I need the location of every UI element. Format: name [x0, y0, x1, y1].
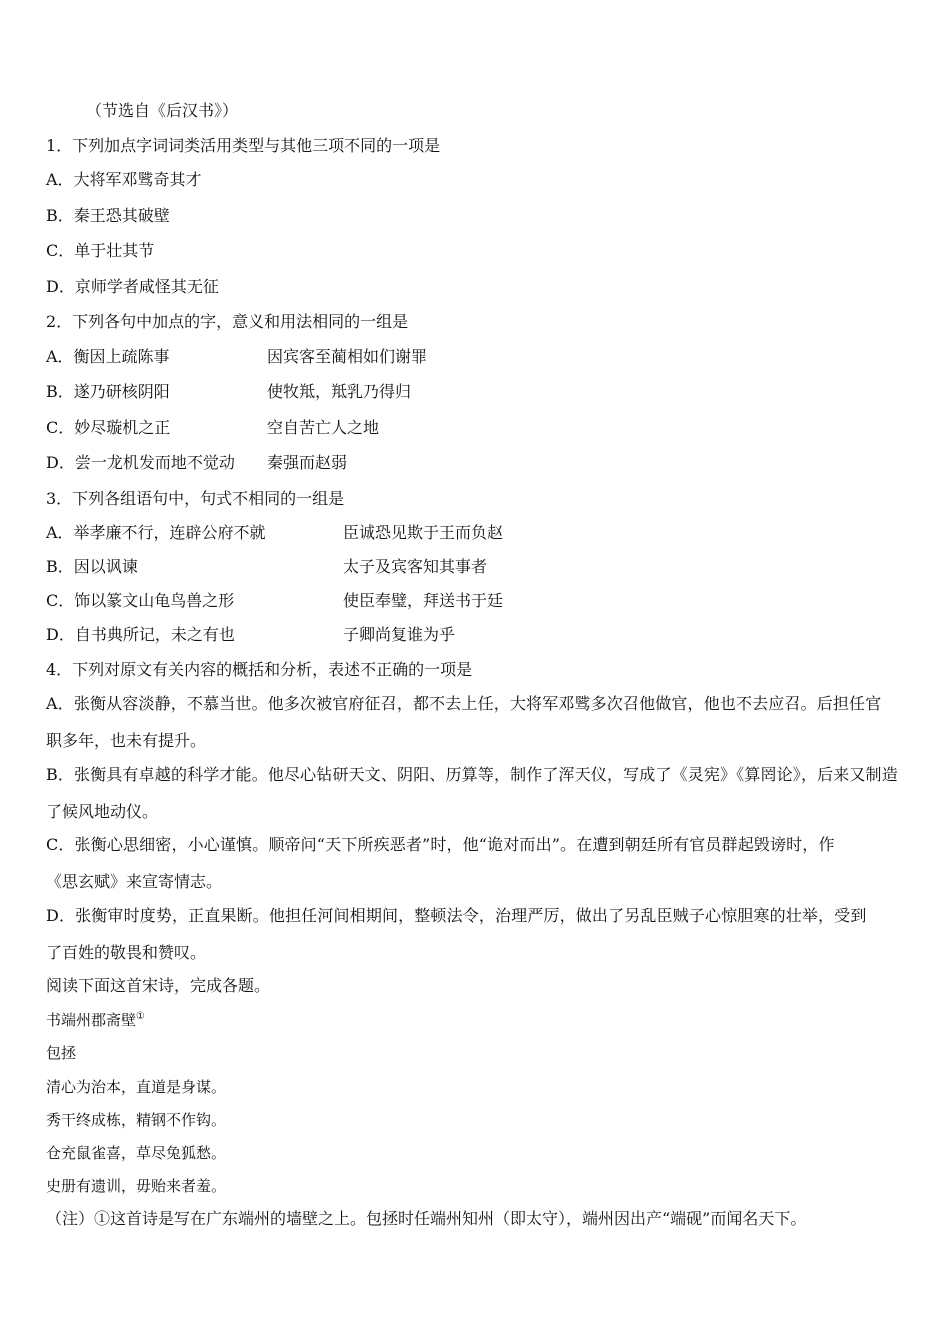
question-2-stem: 2．下列各句中加点的字，意义和用法相同的一组是: [46, 312, 409, 331]
q1-option-b: B．秦王恐其破壁: [46, 206, 170, 225]
q4-option-d-line2: 了百姓的敬畏和赞叹。: [46, 943, 207, 962]
q2-option-b-left: B．遂乃研核阴阳: [46, 382, 170, 401]
question-1-stem: 1．下列加点字词词类活用类型与其他三项不同的一项是: [46, 136, 441, 155]
q2-option-d-left: D．尝一龙机发而地不觉动: [46, 453, 235, 472]
q2-option-b-right: 使牧羝，羝乳乃得归: [267, 382, 412, 401]
q1-option-a: A．大将军邓骘奇其才: [46, 170, 202, 189]
poem-line-3: 仓充鼠雀喜，草尽兔狐愁。: [46, 1144, 227, 1162]
poem-title: [46, 1010, 145, 1030]
q3-option-b-left: B．因以讽谏: [46, 557, 138, 576]
q3-option-b-right: 太子及宾客知其事者: [343, 557, 488, 576]
q3-option-d-left: D．自书典所记，未之有也: [46, 625, 235, 644]
poem-instruction: 阅读下面这首宋诗，完成各题。: [46, 976, 271, 995]
q2-option-c-left: C．妙尽璇机之正: [46, 418, 171, 437]
poem-line-2: 秀干终成栋，精钢不作钩。: [46, 1111, 227, 1129]
q4-option-d-line1: D．张衡审时度势，正直果断。他担任河间相期间，整顿法令，治理严厉，做出了另乱臣贼子心惊胆寒的壮举，受到: [46, 906, 867, 925]
q4-option-a-line2: 职多年，也未有提升。: [46, 731, 207, 750]
poem-line-1: 清心为治本，直道是身谋。: [46, 1078, 227, 1096]
q3-option-a-right: 臣诚恐见欺于王而负赵: [343, 523, 504, 542]
poem-author: 包拯: [46, 1044, 77, 1062]
q3-option-d-right: 子卿尚复谁为乎: [343, 625, 456, 644]
q2-option-c-right: 空自苦亡人之地: [267, 418, 380, 437]
q2-option-a-left: A．衡因上疏陈事: [46, 347, 170, 366]
q3-option-a-left: A．举孝廉不行，连辟公府不就: [46, 523, 266, 542]
q4-option-c-line2: 《思玄赋》来宣寄情志。: [46, 872, 223, 891]
q4-option-b-line1: B．张衡具有卓越的科学才能。他尽心钻研天文、阴阳、历算等，制作了浑天仪，写成了《灵宪》《算罔论》，后来又制造: [46, 765, 898, 784]
poem-footnote: （注）①这首诗是写在广东端州的墙壁之上。包拯时任端州知州（即太守），端州因出产“端砚”而闻名天下。: [46, 1209, 807, 1228]
q3-option-c-right: 使臣奉璧，拜送书于廷: [343, 591, 504, 610]
q1-option-d: D．京师学者咸怪其无征: [46, 277, 219, 296]
q4-option-c-line1: C．张衡心思细密，小心谨慎。顺帝问“天下所疾恶者”时，他“诡对而出”。在遭到朝廷所有官员群起毁谤时，作: [46, 835, 835, 854]
q4-option-b-line2: 了候风地动仪。: [46, 802, 159, 821]
footnote-mark: ①: [136, 1011, 145, 1022]
q2-option-a-right: 因宾客至蔺相如们谢罪: [267, 347, 428, 366]
question-3-stem: 3．下列各组语句中，句式不相同的一组是: [46, 489, 345, 508]
q1-option-c: C．单于壮其节: [46, 241, 155, 260]
q4-option-a-line1: A．张衡从容淡静，不慕当世。他多次被官府征召，都不去上任，大将军邓骘多次召他做官，他也不去应召。后担任官: [46, 694, 882, 713]
q3-option-c-left: C．饰以篆文山龟鸟兽之形: [46, 591, 235, 610]
poem-line-4: 史册有遗训，毋贻来者羞。: [46, 1177, 227, 1195]
question-4-stem: 4．下列对原文有关内容的概括和分析，表述不正确的一项是: [46, 660, 473, 679]
source-note: （节选自《后汉书》）: [86, 101, 239, 120]
q2-option-d-right: 秦强而赵弱: [267, 453, 348, 472]
poem-title-text: 书端州郡斋壁: [46, 1011, 137, 1029]
